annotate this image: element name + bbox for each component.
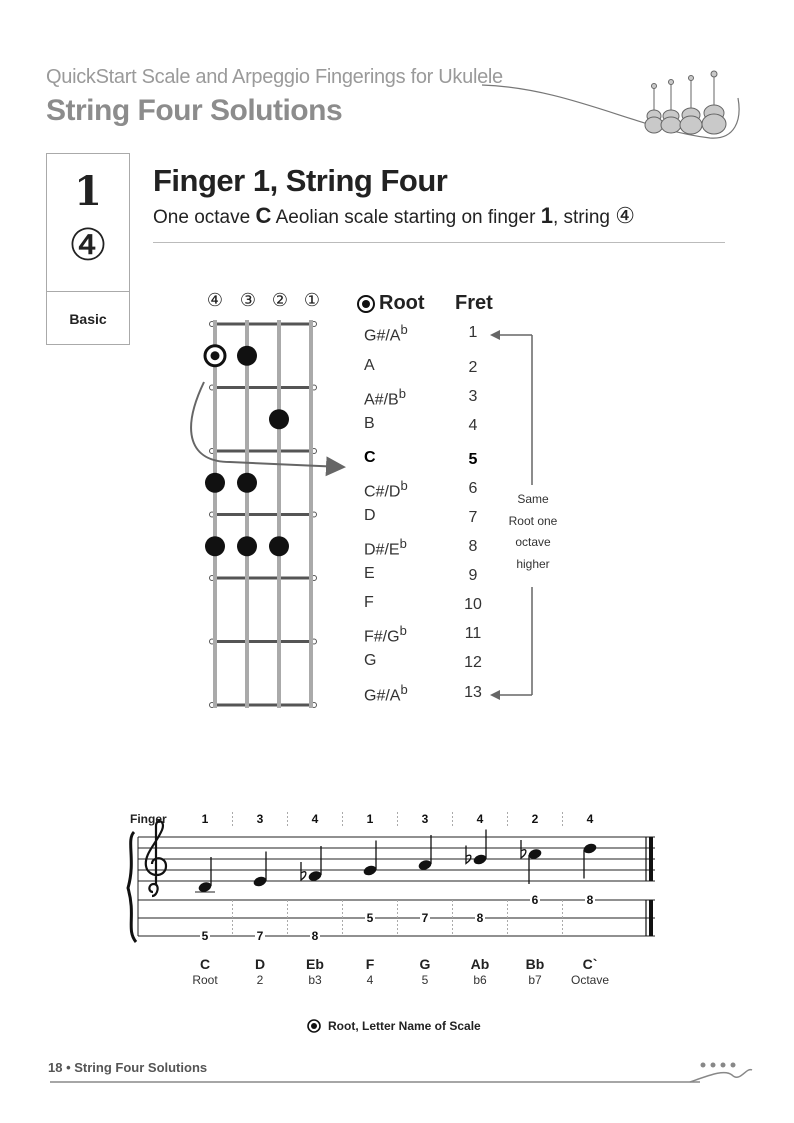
- fret-number: 5: [468, 451, 478, 468]
- fret-number: 7: [468, 509, 478, 526]
- scale-interval: 2: [256, 973, 264, 987]
- finger-number-label: 4: [311, 812, 319, 826]
- staff-and-tab: [120, 800, 670, 950]
- heading-divider: [153, 242, 725, 243]
- note-name: A: [364, 357, 375, 374]
- root-dot-center: [211, 351, 220, 360]
- fret-number: 13: [464, 684, 482, 701]
- string-label-1: ①: [303, 290, 321, 311]
- fret-number: 6: [468, 480, 478, 497]
- fret-number: 2: [468, 359, 478, 376]
- fret-number: 4: [468, 417, 478, 434]
- finger-number-label: 3: [256, 812, 264, 826]
- finger-row-label: Finger: [130, 812, 167, 826]
- tab-number: 5: [366, 911, 374, 925]
- note-name: F: [364, 594, 374, 611]
- tab-number: 5: [201, 929, 209, 943]
- string-label-4: ④: [206, 290, 224, 311]
- scale-interval: b3: [308, 973, 322, 987]
- finger-dot: [269, 409, 289, 429]
- book-title: QuickStart Scale and Arpeggio Fingerings for Ukulele: [46, 66, 503, 88]
- fret-number: 1: [468, 324, 478, 341]
- section-title: String Four Solutions: [46, 94, 343, 127]
- scale-interval: 4: [366, 973, 374, 987]
- note-name: $F\#/G^b$: [364, 623, 407, 646]
- fret-number: 9: [468, 567, 478, 584]
- string-label-3: ③: [239, 290, 257, 311]
- ukulele-icon: [702, 71, 726, 134]
- tab-number: 8: [476, 911, 484, 925]
- string-number: ④: [68, 220, 108, 271]
- scale-interval: b6: [473, 973, 487, 987]
- string-label-2: ②: [271, 290, 289, 311]
- finger-number-label: 3: [421, 812, 429, 826]
- scale-interval: Root: [192, 973, 218, 987]
- bracket-note: Same Root one octave higher: [508, 492, 558, 571]
- scale-interval: b7: [528, 973, 542, 987]
- note-name: D: [364, 507, 376, 524]
- finger-number: 1: [74, 168, 102, 215]
- ukulele-icon: [661, 80, 681, 134]
- finger-dot: [237, 536, 257, 556]
- finger-number-label: 2: [531, 812, 539, 826]
- fret-number: 10: [464, 596, 482, 613]
- finger-number-label: 4: [476, 812, 484, 826]
- tab-number: 7: [421, 911, 429, 925]
- note-name: B: [364, 415, 375, 432]
- scale-note-name: Bb: [525, 956, 545, 972]
- root-marker-icon: [356, 294, 376, 314]
- scale-interval: 5: [421, 973, 429, 987]
- ukulele-icon: [645, 84, 663, 134]
- page-footer: 18 • String Four Solutions: [48, 1060, 208, 1075]
- scale-note-name: C: [199, 956, 211, 972]
- scale-note-name: F: [365, 956, 375, 972]
- note-name: $A\#/B^b$: [364, 386, 406, 409]
- tab-number: 8: [311, 929, 319, 943]
- fret-number: 8: [468, 538, 478, 555]
- fretboard-diagram: [190, 312, 370, 722]
- note-name: E: [364, 565, 375, 582]
- root-marker-icon: [306, 1018, 322, 1034]
- scale-note-name: D: [254, 956, 266, 972]
- scale-note-name: C`: [582, 956, 598, 972]
- page-subtitle: One octave C Aeolian scale starting on finger 1, string ④: [153, 203, 635, 229]
- id-box-divider: [46, 291, 130, 292]
- ukulele-header-decoration: [480, 60, 760, 160]
- finger-dot: [237, 346, 257, 366]
- fret-number: 12: [464, 654, 482, 671]
- finger-dot: [269, 536, 289, 556]
- fret-number: 11: [464, 625, 482, 642]
- scale-interval: Octave: [570, 973, 609, 987]
- root-legend: Root, Letter Name of Scale: [306, 1018, 481, 1034]
- finger-number-label: 4: [586, 812, 594, 826]
- system-brace: [128, 832, 136, 942]
- flat-icon: [301, 862, 306, 880]
- finger-dot: [205, 536, 225, 556]
- difficulty-level: Basic: [69, 311, 107, 327]
- finger-dot: [237, 473, 257, 493]
- tab-number: 8: [586, 893, 594, 907]
- note-name: $C\#/D^b$: [364, 478, 408, 501]
- note-name: C: [364, 449, 376, 466]
- scale-note-name: Eb: [306, 956, 324, 972]
- finger-dot: [205, 473, 225, 493]
- tab-number: 6: [531, 893, 539, 907]
- flat-icon: [521, 840, 526, 858]
- footer-decoration: [40, 1055, 760, 1090]
- note-name: $G\#/A^b$: [364, 322, 408, 345]
- scale-note-name: Ab: [470, 956, 490, 972]
- note-name: $D\#/E^b$: [364, 536, 407, 559]
- note-name: G: [364, 652, 377, 669]
- scale-note-name: G: [419, 956, 431, 972]
- fret-column-header: Fret: [455, 292, 493, 314]
- tab-number: 7: [256, 929, 264, 943]
- finger-number-label: 1: [201, 812, 209, 826]
- finger-number-label: 1: [366, 812, 374, 826]
- root-column-header: Root: [356, 292, 425, 315]
- page-title: Finger 1, String Four: [153, 163, 448, 198]
- note-name: $G\#/A^b$: [364, 682, 408, 705]
- ukulele-icon: [680, 76, 702, 135]
- fret-number: 3: [468, 388, 478, 405]
